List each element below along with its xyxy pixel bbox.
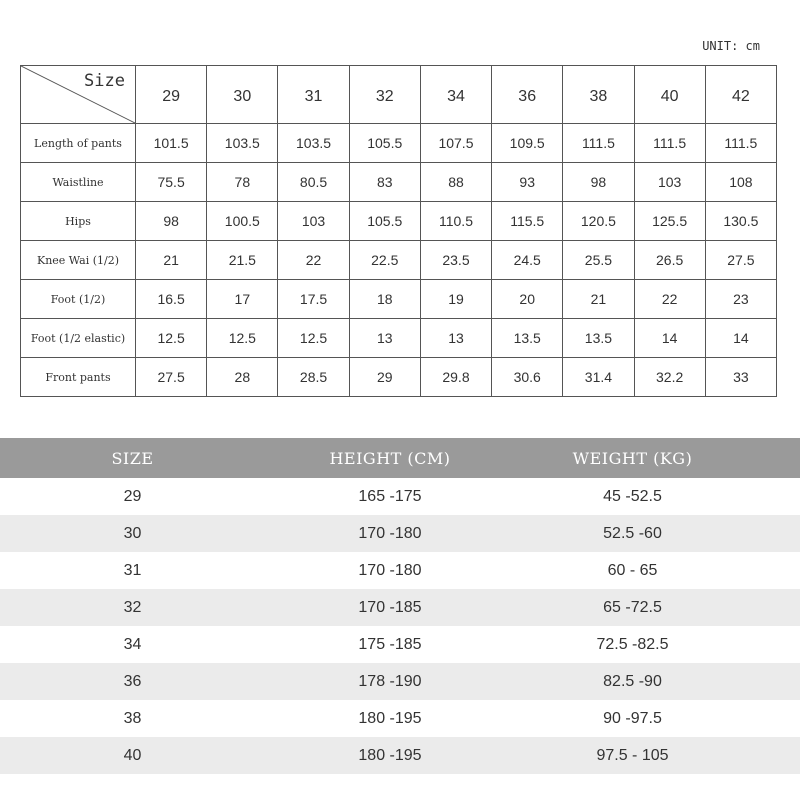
measurement-cell: 20 <box>492 280 563 319</box>
measurement-cell: 98 <box>563 163 634 202</box>
measurement-row <box>21 202 777 241</box>
fit-row <box>0 663 800 700</box>
size-header: 42 <box>705 66 776 124</box>
fit-table <box>0 438 800 774</box>
measurement-cell: 27.5 <box>705 241 776 280</box>
measurement-cell: 13.5 <box>563 319 634 358</box>
fit-cell-spacer <box>750 737 800 774</box>
size-header: 38 <box>563 66 634 124</box>
measurement-cell: 26.5 <box>634 241 705 280</box>
fit-cell-size: 30 <box>0 515 265 552</box>
fit-row <box>0 515 800 552</box>
measurement-cell: 13.5 <box>492 319 563 358</box>
measurement-cell: 100.5 <box>207 202 278 241</box>
measurement-cell: 22 <box>634 280 705 319</box>
fit-header-spacer <box>750 438 800 478</box>
measurement-cell: 13 <box>349 319 420 358</box>
measurement-cell: 78 <box>207 163 278 202</box>
measurement-row-label: Knee Wai (1/2) <box>21 241 136 280</box>
measurement-cell: 25.5 <box>563 241 634 280</box>
fit-cell-weight: 60 - 65 <box>607 561 658 579</box>
measurement-cell: 75.5 <box>136 163 207 202</box>
measurement-cell: 22 <box>278 241 349 280</box>
measurement-cell: 80.5 <box>278 163 349 202</box>
size-header: 34 <box>420 66 491 124</box>
fit-header-size: SIZE <box>0 438 265 478</box>
size-header: 29 <box>136 66 207 124</box>
fit-row <box>0 700 800 737</box>
measurement-row-label: Length of pants <box>21 124 136 163</box>
fit-cell-size: 38 <box>123 709 142 727</box>
measurement-row <box>21 358 777 397</box>
fit-header-weight: WEIGHT (KG) <box>515 438 750 478</box>
measurement-cell: 21 <box>563 280 634 319</box>
fit-cell-size: 29 <box>123 487 142 505</box>
measurement-cell: 23.5 <box>420 241 491 280</box>
fit-row <box>0 552 800 589</box>
measurement-cell: 83 <box>349 163 420 202</box>
measurement-cell: 107.5 <box>420 124 491 163</box>
fit-cell-weight: 65 -72.5 <box>515 589 750 626</box>
fit-cell-spacer <box>750 552 800 589</box>
measurement-row <box>21 163 777 202</box>
fit-cell-height: 180 -195 <box>265 737 515 774</box>
fit-cell-spacer <box>750 700 800 737</box>
measurement-cell: 120.5 <box>563 202 634 241</box>
fit-cell-spacer <box>750 478 800 515</box>
measurement-table <box>20 65 777 397</box>
measurement-cell: 33 <box>705 358 776 397</box>
corner-cell <box>21 66 136 124</box>
fit-row <box>0 589 800 626</box>
measurement-cell: 28.5 <box>278 358 349 397</box>
measurement-row-label: Hips <box>21 202 136 241</box>
measurement-row-label: Foot (1/2) <box>21 280 136 319</box>
measurement-cell: 21 <box>136 241 207 280</box>
measurement-cell: 110.5 <box>420 202 491 241</box>
size-header: 36 <box>492 66 563 124</box>
measurement-row <box>21 280 777 319</box>
measurement-cell: 101.5 <box>136 124 207 163</box>
fit-cell-weight: 97.5 - 105 <box>515 737 750 774</box>
measurement-cell: 19 <box>420 280 491 319</box>
fit-cell-height: 165 -175 <box>358 487 422 505</box>
fit-row <box>0 737 800 774</box>
fit-cell-weight: 72.5 -82.5 <box>596 635 669 653</box>
measurement-cell: 111.5 <box>634 124 705 163</box>
fit-cell-weight: 82.5 -90 <box>515 663 750 700</box>
measurement-cell: 29.8 <box>420 358 491 397</box>
fit-row <box>0 626 800 663</box>
size-header: 30 <box>207 66 278 124</box>
fit-cell-spacer <box>750 589 800 626</box>
measurement-cell: 23 <box>705 280 776 319</box>
fit-cell-height: 175 -185 <box>358 635 422 653</box>
fit-cell-size: 34 <box>123 635 142 653</box>
measurement-cell: 109.5 <box>492 124 563 163</box>
fit-row <box>0 478 800 515</box>
fit-cell-height: 178 -190 <box>265 663 515 700</box>
measurement-header-row <box>21 66 777 124</box>
fit-cell-size: 32 <box>0 589 265 626</box>
measurement-cell: 17 <box>207 280 278 319</box>
measurement-cell: 31.4 <box>563 358 634 397</box>
measurement-cell: 29 <box>349 358 420 397</box>
measurement-cell: 14 <box>705 319 776 358</box>
measurement-cell: 16.5 <box>136 280 207 319</box>
fit-cell-height: 170 -180 <box>358 561 422 579</box>
measurement-cell: 103 <box>278 202 349 241</box>
measurement-row <box>21 124 777 163</box>
measurement-cell: 125.5 <box>634 202 705 241</box>
measurement-cell: 98 <box>136 202 207 241</box>
fit-cell-size: 36 <box>0 663 265 700</box>
measurement-cell: 17.5 <box>278 280 349 319</box>
fit-cell-size: 40 <box>0 737 265 774</box>
measurement-cell: 130.5 <box>705 202 776 241</box>
measurement-cell: 105.5 <box>349 202 420 241</box>
fit-cell-height: 180 -195 <box>358 709 422 727</box>
measurement-row-label: Foot (1/2 elastic) <box>21 319 136 358</box>
measurement-cell: 28 <box>207 358 278 397</box>
fit-header-row <box>0 438 800 478</box>
fit-cell-spacer <box>750 663 800 700</box>
measurement-cell: 32.2 <box>634 358 705 397</box>
measurement-cell: 14 <box>634 319 705 358</box>
fit-cell-weight: 90 -97.5 <box>603 709 662 727</box>
measurement-cell: 108 <box>705 163 776 202</box>
fit-cell-height: 170 -185 <box>265 589 515 626</box>
measurement-cell: 22.5 <box>349 241 420 280</box>
fit-header-height: HEIGHT (CM) <box>265 438 515 478</box>
size-header: 32 <box>349 66 420 124</box>
measurement-cell: 111.5 <box>563 124 634 163</box>
measurement-cell: 103 <box>634 163 705 202</box>
measurement-cell: 12.5 <box>136 319 207 358</box>
measurement-cell: 13 <box>420 319 491 358</box>
fit-cell-weight: 52.5 -60 <box>515 515 750 552</box>
fit-cell-spacer <box>750 515 800 552</box>
fit-cell-size: 31 <box>123 561 142 579</box>
measurement-cell: 115.5 <box>492 202 563 241</box>
measurement-cell: 88 <box>420 163 491 202</box>
measurement-cell: 105.5 <box>349 124 420 163</box>
size-header: 31 <box>278 66 349 124</box>
measurement-cell: 24.5 <box>492 241 563 280</box>
measurement-row <box>21 241 777 280</box>
fit-cell-weight: 45 -52.5 <box>603 487 662 505</box>
measurement-cell: 111.5 <box>705 124 776 163</box>
measurement-row-label: Waistline <box>21 163 136 202</box>
measurement-cell: 103.5 <box>207 124 278 163</box>
unit-label: UNIT: cm <box>702 39 760 53</box>
size-header: 40 <box>634 66 705 124</box>
measurement-cell: 12.5 <box>278 319 349 358</box>
measurement-row-label: Front pants <box>21 358 136 397</box>
measurement-cell: 21.5 <box>207 241 278 280</box>
measurement-cell: 93 <box>492 163 563 202</box>
measurement-cell: 18 <box>349 280 420 319</box>
measurement-cell: 12.5 <box>207 319 278 358</box>
measurement-cell: 30.6 <box>492 358 563 397</box>
measurement-cell: 103.5 <box>278 124 349 163</box>
fit-cell-spacer <box>750 626 800 663</box>
fit-cell-height: 170 -180 <box>265 515 515 552</box>
measurement-row <box>21 319 777 358</box>
measurement-cell: 27.5 <box>136 358 207 397</box>
corner-size-label: Size <box>84 71 125 91</box>
